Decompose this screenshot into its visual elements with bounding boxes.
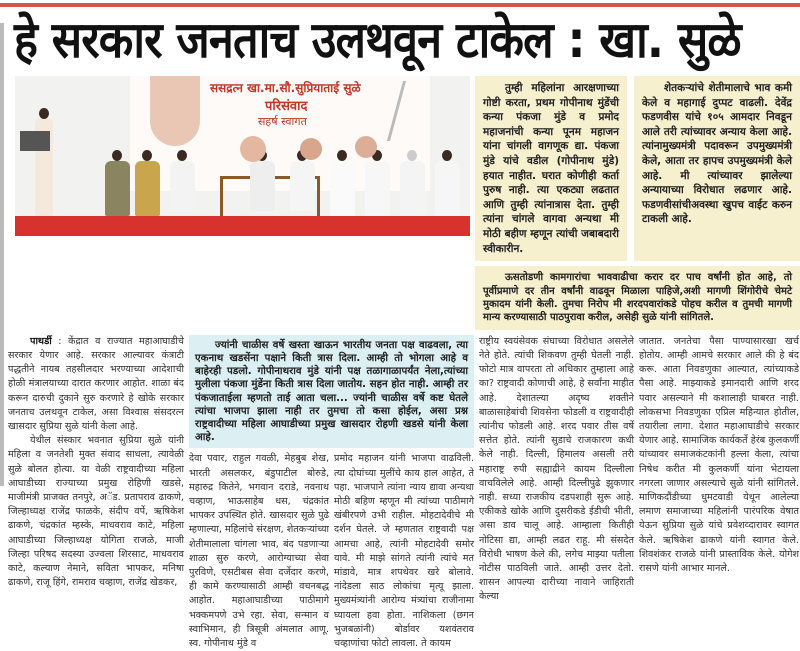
paragraph: येथील संस्कार भवनात सुप्रिया सुळे यांनी महिला व जनतेशी मुक्त संवाद साधला, त्यावेळी सुळे बोलत होत्या. या वेळी राष्ट्रवादीच्या महिला आघाडीच्या राज्याच्या प्रमुख रोहिणी खडसे, माजीमंत्री प्राजक्त तनपुरे, अॅड. प्रतापराव ढाकणे, जिल्हाध्यक्ष राजेंद्र फाळके, संदीप वर्पे, ऋषिकेश ढाकणे, चंद्रकांत म्हस्के, माधवराव काटे, महिला आघाडीच्या जिल्हाध्यक्ष योगिता राजळे, माजी जिल्हा परिषद सदस्या उज्वला शिरसाट, माधवराव काटे, कल्याण नेमाने, सविता भापकर, मनिषा ढाकणे, राजू हिंगे, रामराव चव्हाण, राजेंद्र खेडकर,	[8, 435, 184, 589]
article-column-1	[8, 335, 184, 591]
banner-welcome: सहर्ष स्वागत	[258, 115, 307, 128]
banner-portrait	[150, 76, 200, 146]
article-column-5: जातात. जनतेचा पैसा पाण्यासारखा खर्च होतोय. आम्ही आमचे सरकार आले की हे बंद करू. आता निवडणुका आल्यात, त्यांच्याकडे पैसा आहे. माझ्याकडे इमानदारी आणि शरद पवार असल्याने मी कशालाही घाबरत नाही. लोकसभा निवडणुका एप्रिल महिन्यात होतील, तयारीला लागा. देशात महाआघाडीचे सरकार येणार आहे. सामाजिक कार्यकर्ते हेरंब कुलकर्णी यांच्यावर समाजकंटकांनी हल्ला केला, त्यांचा निषेध करीत मी कुलकर्णी यांना भेटायला नगरला जाणार असल्याचे सुळे यांनी सांगितले. माणिकदौंडीच्या धुमटवाडी येथून आलेल्या लमाण समाजाच्या महिलांनी पारंपरिक वेषात येऊन सुप्रिया सुळे यांचे प्रवेशव्दारावर स्वागत केले. ऋषिकेश ढाकणे यांनी स्वागत केले. शिवशंकर राजळे यांनी प्रास्ताविक केले. योगेश रासणे यांनी आभार मानले.	[639, 335, 799, 574]
quote-box-women: तुम्ही महिलांना आरक्षणाच्या गोष्टी करता, प्रथम गोपीनाथ मुंडेंची कन्या पंकजा मुंडे व प्रमोद महाजनांची कन्या पूनम महाजन यांना चांगली वागणूक द्या. पंकजा मुंडे यांचे वडील (गोपीनाथ मुंडे) हयात नाहीत. घरात कोणीही कर्ता पुरुष नाही. त्या एकट्या लढतात आणि तुम्ही त्यांनात्रास देता. तुम्ही त्यांना चांगले वागवा अन्यथा मी मोठी बहीण म्हणून त्यांची जबाबदारी स्वीकारीन.	[475, 76, 627, 261]
banner-title: ससद्रत्न खा.मा.सौ.सुप्रियाताई सुळे	[210, 81, 361, 95]
banner-portrait	[240, 136, 266, 162]
top-section	[15, 76, 800, 330]
quote-box-khadse: ज्यांनी चाळीस वर्षे खस्ता खाऊन भारतीय जनता पक्ष वाढवला, त्या एकनाथ खडसेंना पक्षाने किती त्रास दिला. आम्ही तो भोगला आहे व बाहेरही पडलो. गोपीनाथराव मुंडे यांनी पक्ष तळागाळापर्यंत नेला,त्यांच्या मुलीला पंकजा मुंडेंना किती त्रास दिला जातोय. सहन होत नाही. आम्ही तर पंकजाताईला म्हणतो ताई आता चला... ज्यांनी चाळीस वर्षे कष्ट घेतले त्यांचा भाजपा झाला नाही तर तुमचा तो कसा होईल, असा प्रश्न राष्ट्रवादीच्या महिला आघाडीच्या प्रमुख खासदार रोहणी खडसे यांनी केला आहे.	[189, 335, 474, 449]
quote-boxes	[475, 76, 800, 330]
dateline: पाथर्डी	[30, 335, 52, 347]
middle-section	[189, 335, 474, 651]
banner-portrait	[300, 138, 322, 160]
podium	[20, 131, 50, 151]
banner-decoration	[387, 81, 433, 141]
quote-box-sugarcane-workers: ऊसतोडणी कामगारांचा भाववाढीचा करार दर पाच वर्षांनी होत आहे, तो पूर्वीप्रमाणे दर तीन वर्षांनी वाढवून मिळाला पाहिजे,अशी मागणी शिंगोरीचे चेमटे मुकादम यांनी केली. तुमचा निरोप मी शरदपवारांकडे पोहच करील व तुमची मागणी मान्य करण्यासाठी पाठपुरावा करील, असेही सुळे यांनी सांगितले.	[475, 266, 800, 330]
event-photo	[15, 76, 470, 236]
left-margin-bar	[0, 23, 4, 486]
headline: हे सरकार जनताच उलथवून टाकेल : खा. सुळे	[14, 11, 741, 69]
quote-box-farmers: शेतकऱ्यांचे शेतीमालाचे भाव कमी केले व महागाई दुप्पट वाढली. देवेंद्र फडणवीस यांचे १०५ आमदार निवडून आले तरी त्यांच्यावर अन्याय केला आहे. त्यांनामुख्यमंत्री पदावरून उपमुख्यमंत्री केले, आता तर हापच उपमुख्यमंत्री केले आहे. मी त्यांच्यावर झालेल्या अन्यायाच्या विरोधात लढणार आहे. फडणवीसांचीअवस्था खुपच वाईट करुन टाकली आहे.	[634, 76, 800, 261]
paragraph: : केंद्रात व राज्यात महाआघाडीचे सरकार येणार आहे. सरकार आल्यावर कंत्राटी पद्धतीने नायब तहसीलदार भरण्याच्या आदेशाची होळी मंत्रालयाच्या दारात करणार आहोत. शाळा बंद करून दारुची दुकाने सुरु करणारे हे खोके सरकार जनताच उलथवून टाकेल, असा विश्वास संसदरत्न खासदार सुप्रिया सुळे यांनी केला आहे.	[8, 335, 184, 432]
banner-portrait	[355, 136, 377, 158]
article-body	[8, 335, 800, 651]
top-rule	[0, 3, 800, 7]
stage-carpet	[15, 216, 470, 236]
article-column-4: राष्ट्रीय स्वयंसेवक संघाच्या विरोधात असलेले नेते होते. त्यांची शिकवण तुम्ही घेतली नाही. फोटो मात्र वापरता तो अधिकार तुम्हाला आहे का? राष्ट्रवादी कोणाची आहे, हे सर्वांना माहीत आहे. देशातल्या अदृष्य शक्तीने बाळासाहेबांची शिवसेना फोडली व राष्ट्रवादीही त्यांनीच फोडली आहे. शरद पवार तीस वर्षे सत्तेत होते. त्यांनी सुडाचे राजकारण कधी केले नाही. दिल्ली, हिमालय असली तरी महाराष्ट्र रुपी सह्याद्रीने कायम दिल्लीला वाचविलेले आहे. आम्ही दिल्लीपुढे झुकणार नाही. सध्या राजकीय दडपशाही सुरू आहे. एकीकडे खोके आणि दुसरीकडे ईडीची भीती, असा डाव चालू आहे. आम्हाला कितीही नोटिसा द्या, आम्ही लढत राहू. मी संसदेत विरोधी भाषण केले की, लगेच माझ्या पतीला नोटीस पाठविली जाते. आम्ही उत्तर देतो. शासन आपल्या दारीच्या नावाने जाहिराती केल्या	[479, 335, 634, 603]
article-column-2: देवा पवार, राहुल गवळी, मेहबुब शेख, भारती असलकर, बंडुपाटील बोरुडे, महारुद्र कितेने, भगवान दराडे, नवनाथ चव्हाण, भाऊसाहेब धस, चंद्रकांत भापकर उपस्थित होते. खासदार सुळे पुढे म्हणाल्या, महिलांचे संरक्षण, शेतकऱ्यांच्या शेतीमालाला चांगला भाव, बंद पडणाऱ्या शाळा सुरु करणे, आरोग्याच्या सेवा पुरविणे, एसटीबस सेवा दर्जेदार करणे, ही कामे करण्यासाठी आम्ही वचनबद्ध आहोत. महाआघाडीच्या पाठीमागे भक्कमपणे उभे रहा. सेवा, सन्मान व स्वाभिमान, ही त्रिसूत्री अंमलात आणू. स्व. गोपीनाथ मुंडे व	[189, 453, 329, 650]
article-column-3: प्रमोद महाजन यांनी भाजपा वाढविली. त्या दोघांच्या मुलींचे काय हाल आहेत, ते पहा. भाजपाने त्यांना न्याय द्यावा अन्यथा मोठी बहिण म्हणून मी त्यांच्या पाठीमागे खंबीरपणे उभी राहील. मोहटादेवीचे मी दर्शन घेतले. जे म्हणतात राष्ट्रवादी पक्ष आमचा आहे, त्यांनी मोहटादेवी समोर यावे. मी माझे सांगते त्यांनी त्यांचे मत मांडावे, मात्र शपथेवर खरे बोलावे. नांदेडला साठ लोकांचा मृत्यू झाला. मुख्यमंत्र्यांनी आरोग्य मंत्र्यांचा राजीनामा घ्यायला हवा होता. नाशिकला (छगन भुजबळांनी) बोर्डावर यशवंतराव चव्हाणांचा फोटो लावला. ते कायम	[334, 453, 474, 650]
banner-subtitle: परिसंवाद	[265, 99, 308, 114]
